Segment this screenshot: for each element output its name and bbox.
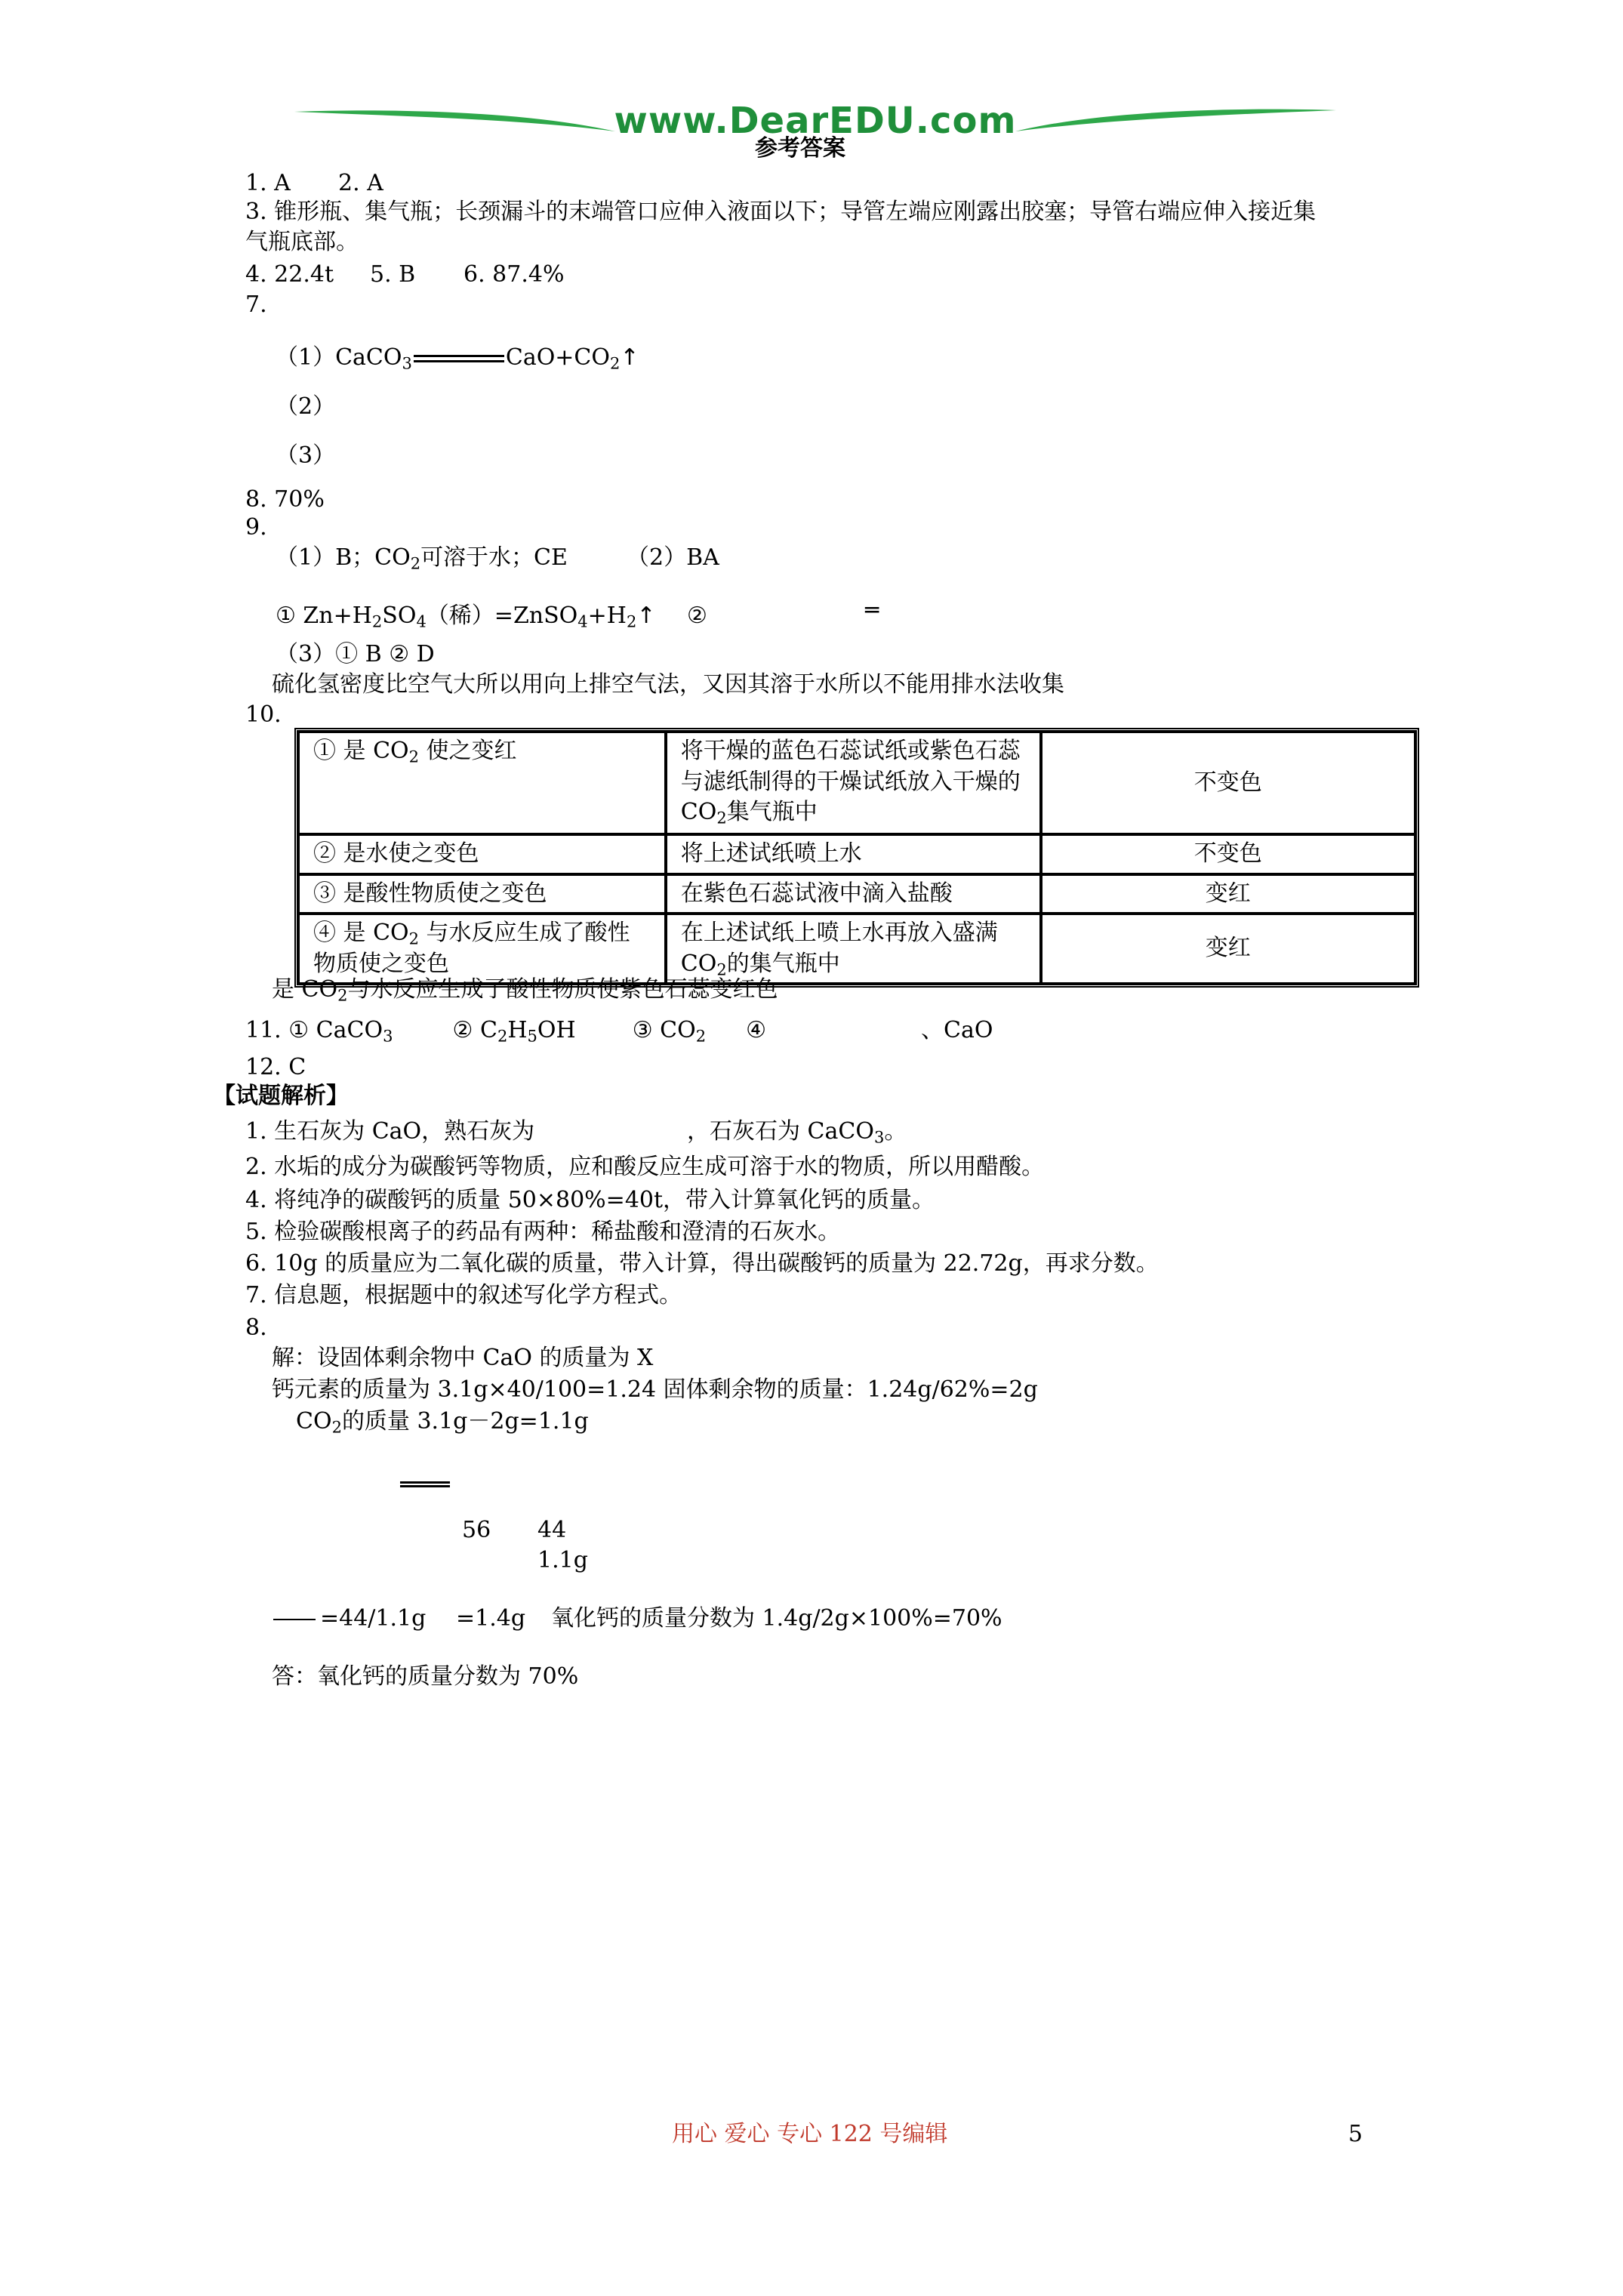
analysis-4: 4. 将纯净的碳酸钙的质量 50×80%=40t，带入计算氧化钙的质量。 [245,1187,935,1213]
text: ① Zn+H [276,603,372,629]
analysis-5: 5. 检验碳酸根离子的药品有两种：稀盐酸和澄清的石灰水。 [245,1219,841,1245]
cell-text: 集气瓶中 [726,799,818,825]
answer-11: 11. ① CaCO$_3$ ② $C_2H_5OH$ ③ $CO_2$ ④ [245,1017,767,1046]
text: ③ CO [632,1017,696,1043]
experiment-table [294,728,1419,988]
answer-9-2: （2）BA [627,544,719,571]
table-row [298,834,1415,874]
table-cell: 将干燥的蓝色石蕊试纸或紫色石蕊与滤纸制得的干燥试纸放入干燥的 $CO_2$集气瓶中 [666,732,1041,834]
text: 是 CO [272,976,338,1003]
right-swoosh-icon [1012,106,1336,136]
text: SO [382,603,417,629]
solution-1: 解：设固体剩余物中 CaO 的质量为 X [272,1345,654,1371]
cell-text: 与水反应生成了酸性物质使之变色 [313,920,630,977]
table-cell: ① 是 $CO_2$ 使之变红 [298,732,666,834]
page-title: 参考答案 [755,135,845,162]
molar-mass-cao: 56 [462,1517,491,1543]
left-swoosh-icon [294,106,619,136]
table-cell: ③ 是酸性物质使之变色 [298,874,666,914]
text: ④ [746,1017,767,1043]
analysis-2: 2. 水垢的成分为碳酸钙等物质，应和酸反应生成可溶于水的物质，所以用醋酸。 [245,1154,1045,1180]
fraction-bar-icon [273,1619,316,1620]
up-arrow-icon: ↑ [636,603,656,629]
table-row [298,914,1415,984]
table-cell: 不变色 [1041,834,1415,874]
page-number: 5 [1348,2121,1363,2147]
answer-7-2: （2） [276,393,336,420]
answer-9-eq2-sign: ═ [865,597,879,624]
answer-1: 1. A [245,170,291,196]
percent-calc: 氧化钙的质量分数为 1.4g/2g×100%=70% [551,1605,1002,1632]
cell-text: ④ 是 CO [313,920,409,946]
table-cell: 在紫色石蕊试液中滴入盐酸 [666,874,1041,914]
double-line-icon [414,355,504,362]
text: CO [296,1408,332,1435]
analysis-1b: ，石灰石为 CaCO$_3$。 [687,1118,907,1147]
table-cell: ② 是水使之变色 [298,834,666,874]
up-arrow-icon: ↑ [620,344,639,371]
footer-text: 用心 爱心 专心 122 号编辑 [672,2121,948,2147]
text: 11. ① CaCO [245,1017,383,1043]
answer-3-line1: 3. 锥形瓶、集气瓶；长颈漏斗的末端管口应伸入液面以下；导管左端应刚露出胶塞；导管右端应伸入接近集 [245,199,1317,225]
text: +H [587,603,627,629]
answer-10: 10. [245,701,282,728]
table-row [298,874,1415,914]
answer-5: 5. B [370,261,416,288]
answer-8: 8. 70% [245,486,325,513]
text: ② C [452,1017,497,1043]
cell-text: 在上述试纸上喷上水再放入盛满 CO [680,920,998,977]
answer-11-cao: 、CaO [921,1017,993,1043]
answer-7: 7. [245,291,267,318]
x-value: =1.4g [456,1605,526,1632]
answer-4: 4. 22.4t [245,261,334,288]
cell-text: 使之变红 [426,738,517,764]
table-cell: ④ 是 $CO_2$ 与水反应生成了酸性物质使之变色 [298,914,666,984]
text: =44/1.1g [320,1605,427,1632]
solution-2: 钙元素的质量为 3.1g×40/100=1.24 固体剩余物的质量：1.24g/62%=2g [272,1376,1038,1403]
reaction-equals-icon [400,1481,450,1487]
table-cell: 变红 [1041,914,1415,984]
analysis-heading: 【试题解析】 [213,1083,349,1109]
table-cell: 将上述试纸喷上水 [666,834,1041,874]
molar-mass-co2: 44 [537,1517,567,1543]
cell-text: ① 是 CO [313,738,409,764]
text: ，石灰石为 CaCO [687,1118,874,1145]
table-row [298,732,1415,834]
ratio-line [273,1604,426,1633]
answer-9-3: （3）① B ② D [276,641,435,667]
analysis-7: 7. 信息题，根据题中的叙述写化学方程式。 [245,1282,682,1308]
answer-7-3: （3） [276,442,336,469]
text: 可溶于水；CE [420,544,568,571]
answer-9-eq1: ① $Zn+H_2SO_4$（稀）$=ZnSO_4+H_2↑$ [276,603,656,631]
text: 与水反应生成了酸性物质使紫色石蕊变红色 [347,976,778,1003]
final-answer: 答：氧化钙的质量分数为 70% [272,1663,579,1690]
answer-6: 6. 87.4% [463,261,565,288]
mass-co2: 1.1g [537,1547,588,1573]
answer-9: 9. [245,514,267,541]
cell-text: 将干燥的蓝色石蕊试纸或紫色石蕊与滤纸制得的干燥试纸放入干燥的 CO [680,738,1021,825]
eq-text: CaO+CO [505,344,610,371]
eq-text: （1）CaCO [276,344,402,371]
answer-3-line2: 气瓶底部。 [245,229,359,255]
text: 。 [884,1118,907,1145]
text: H [507,1017,528,1043]
table-cell: 不变色 [1041,732,1415,834]
analysis-6: 6. 10g 的质量应为二氧化碳的质量，带入计算，得出碳酸钙的质量为 22.72g，再求分数。 [245,1250,1159,1277]
text: 的质量 3.1g－2g=1.1g [341,1408,589,1435]
cell-text: 的集气瓶中 [726,950,840,977]
text: （稀）=ZnSO [426,603,578,629]
solution-3: $CO_2$的质量 3.1g－2g=1.1g [296,1408,589,1437]
analysis-8: 8. [245,1314,267,1341]
analysis-1a: 1. 生石灰为 CaO，熟石灰为 [245,1118,535,1145]
table-cell: 在上述试纸上喷上水再放入盛满 $CO_2$的集气瓶中 [666,914,1041,984]
answer-9-note: 硫化氢密度比空气大所以用向上排空气法，又因其溶于水所以不能用排水法收集 [272,671,1064,698]
logo-text: www.DearEDU.com [614,100,1017,142]
answer-12: 12. C [245,1054,306,1080]
table-cell: 变红 [1041,874,1415,914]
answer-7-eq1: （1）CaCO$_3$ $CaO+CO_2↑$ [276,344,639,373]
text: OH [537,1017,576,1043]
text: （1）B；CO [276,544,411,571]
answer-9-1: （1）B；$CO_2$可溶于水；CE [276,544,568,573]
answer-10-conclusion: 是 $CO_2$与水反应生成了酸性物质使紫色石蕊变红色 [272,976,778,1005]
answer-2: 2. A [338,170,383,196]
answer-9-eq2: ② [687,603,707,629]
